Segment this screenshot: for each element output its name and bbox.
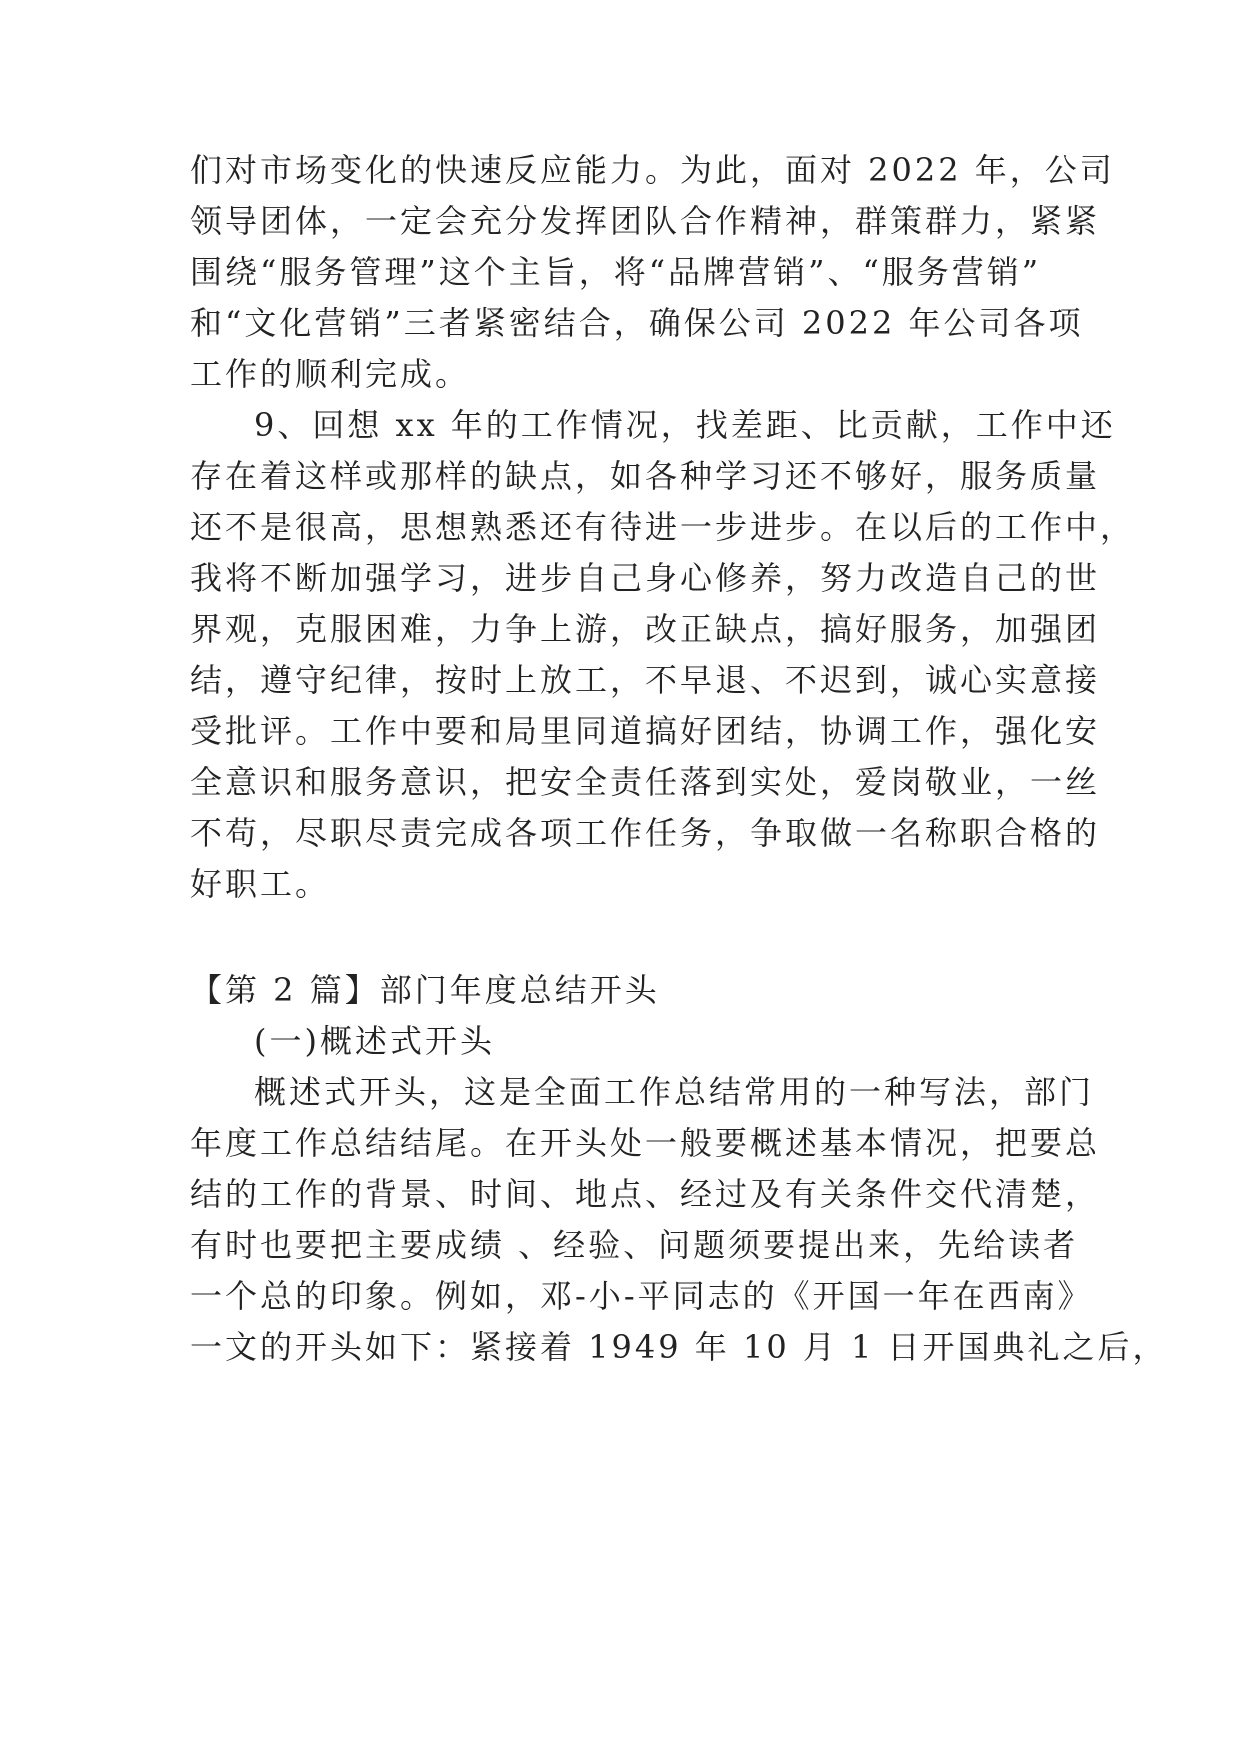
text-line: 领导团体，一定会充分发挥团队合作精神，群策群力，紧紧 [190,202,1101,240]
text-line: 一个总的印象。例如，邓-小-平同志的《开国一年在西南》 [190,1277,1093,1315]
text-line: 结的工作的背景、时间、地点、经过及有关条件交代清楚， [190,1175,1101,1213]
text-line: 结，遵守纪律，按时上放工，不早退、不迟到，诚心实意接 [190,661,1101,699]
text-line: 我将不断加强学习，进步自己身心修养，努力改造自己的世 [190,559,1101,597]
text-line: 还不是很高，思想熟悉还有待进一步进步。在以后的工作中， [190,508,1136,546]
text-line: 年度工作总结结尾。在开头处一般要概述基本情况，把要总 [190,1124,1101,1162]
text-line: 围绕“服务管理”这个主旨，将“品牌营销”、“服务营销” [190,253,1042,291]
text-line: 一文的开头如下：紧接着 1949 年 10 月 1 日开国典礼之后， [190,1328,1168,1366]
text-line: 概述式开头，这是全面工作总结常用的一种写法，部门 [254,1073,1095,1111]
subheading: (一)概述式开头 [254,1022,495,1060]
text-line: 工作的顺利完成。 [190,355,471,393]
text-line: 好职工。 [190,865,331,903]
text-line: 全意识和服务意识，把安全责任落到实处，爱岗敬业，一丝 [190,763,1101,801]
text-line: 界观，克服困难，力争上游，改正缺点，搞好服务，加强团 [190,610,1101,648]
section-heading: 【第 2 篇】部门年度总结开头 [190,971,660,1009]
text-line: 9、回想 xx 年的工作情况，找差距、比贡献，工作中还 [254,406,1116,444]
text-line: 存在着这样或那样的缺点，如各种学习还不够好，服务质量 [190,457,1101,495]
text-line: 们对市场变化的快速反应能力。为此，面对 2022 年，公司 [190,151,1115,189]
text-line: 受批评。工作中要和局里同道搞好团结，协调工作，强化安 [190,712,1101,750]
text-line: 有时也要把主要成绩 、经验、问题须要提出来，先给读者 [190,1226,1079,1264]
text-line: 和“文化营销”三者紧密结合，确保公司 2022 年公司各项 [190,304,1084,342]
text-line: 不苟，尽职尽责完成各项工作任务，争取做一名称职合格的 [190,814,1101,852]
